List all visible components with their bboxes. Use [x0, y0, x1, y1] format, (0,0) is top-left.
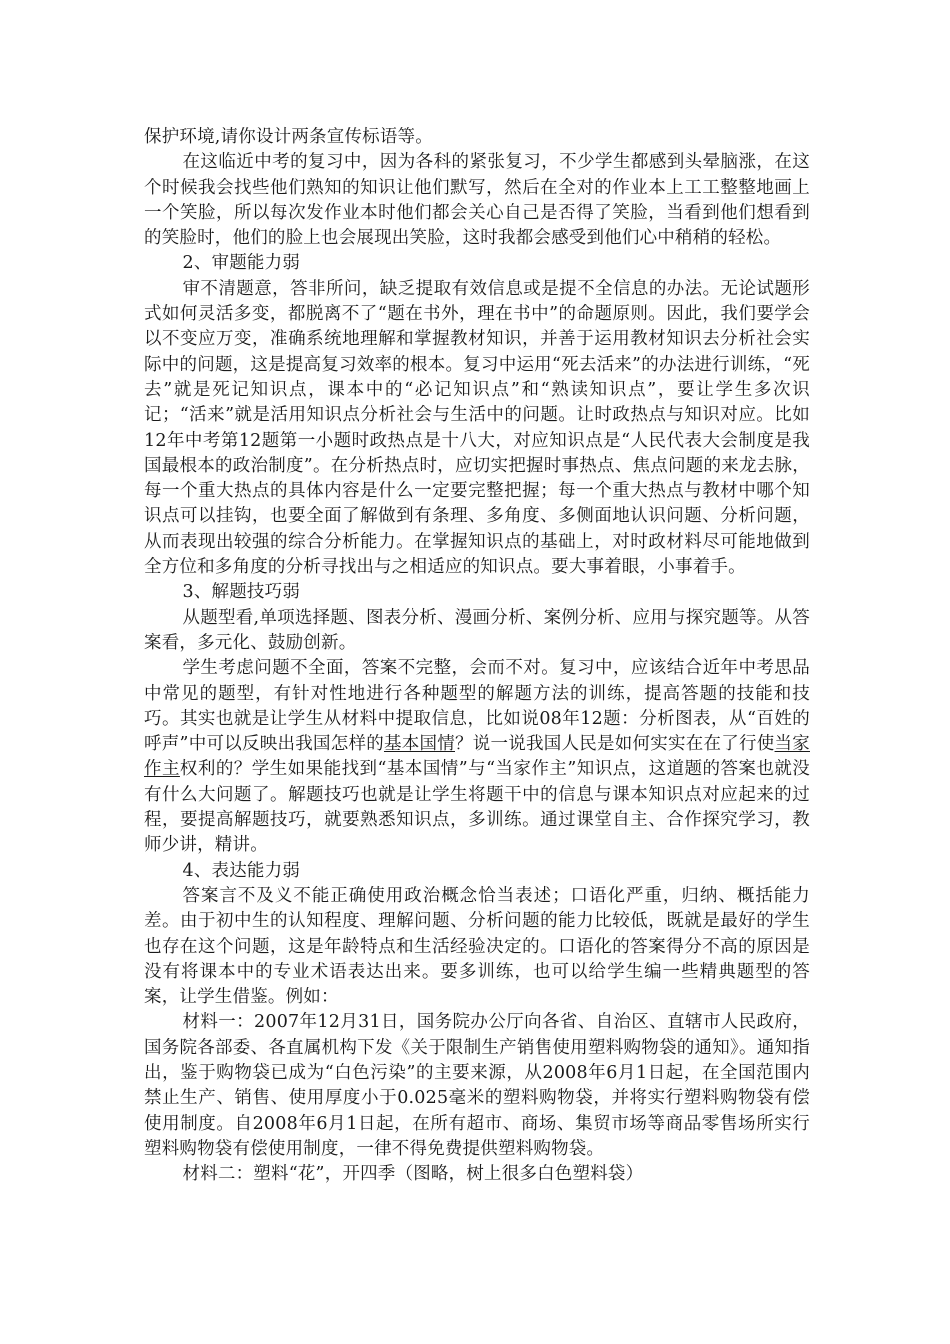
paragraph-solving-skills	[144, 656, 810, 858]
text-segment: ？说一说我国人民是如何实实在在了行使	[455, 734, 775, 755]
heading-solving-skills: 3、解题技巧弱	[182, 582, 301, 603]
paragraph-material-one: 材料一：2007年12月31日，国务院办公厅向各省、自治区、直辖市人民政府，国务院各部委、各直属机构下发《关于限制生产销售使用塑料购物袋的通知》。通知指出，鉴于购物袋已成为“白色污染”的主要来源，从2008年6月1日起，在全国范围内禁止生产、销售、使用厚度小于0.025毫米的塑料购物袋，并将实行塑料购物袋有偿使用制度。自2008年6月1日起，在所有超市、商场、集贸市场等商品零售场所实行塑料购物袋有偿使用制度，一律不得免费提供塑料购物袋。	[144, 1012, 810, 1159]
heading-reading-ability: 2、审题能力弱	[182, 253, 301, 274]
paragraph-smiley-anecdote: 在这临近中考的复习中，因为各科的紧张复习，不少学生都感到头晕脑涨，在这个时候我会找些他们熟知的知识让他们默写，然后在全对的作业本上工工整整地画上一个笑脸，所以每次发作业本时他们都会关心自己是否得了笑脸，当看到他们想看到的笑脸时，他们的脸上也会展现出笑脸，这时我都会感受到他们心中稍稍的轻松。	[144, 152, 810, 249]
paragraph-question-types: 从题型看,单项选择题、图表分析、漫画分析、案例分析、应用与探究题等。从答案看，多元化、鼓励创新。	[144, 607, 810, 653]
text-segment: 权利的？学生如果能找到“基本国情”与“当家作主”知识点，这道题的答案也就没有什么大问题了。解题技巧也就是让学生将题干中的信息与课本知识点对应起来的过程，要提高解题技巧，就要熟悉知识点，多训练。通过课堂自主、合作探究学习，教师少讲，精讲。	[144, 759, 810, 856]
paragraph-expression-ability: 答案言不及义不能正确使用政治概念恰当表述；口语化严重，归纳、概括能力差。由于初中生的认知程度、理解问题、分析问题的能力比较低，既就是最好的学生也存在这个问题，这是年龄特点和生活经验决定的。口语化的答案得分不高的原因是没有将课本中的专业术语表达出来。要多训练，也可以给学生编一些精典题型的答案，让学生借鉴。例如：	[144, 885, 810, 1008]
paragraph-reading-ability: 审不清题意，答非所问，缺乏提取有效信息或是提不全信息的办法。无论试题形式如何灵活多变，都脱离不了“题在书外，理在书中”的命题原则。因此，我们要学会以不变应万变，准确系统地理解和掌握教材知识，并善于运用教材知识去分析社会实际中的问题，这是提高复习效率的根本。复习中运用“死去活来”的办法进行训练，“死去”就是死记知识点，课本中的“必记知识点”和“熟读知识点”，要让学生多次识记；“活来”就是活用知识点分析社会与生活中的问题。让时政热点与知识对应。比如12年中考第12题第一小题时政热点是十八大，对应知识点是“人民代表大会制度是我国最根本的政治制度”。在分析热点时，应切实把握时事热点、焦点问题的来龙去脉，每一个重大热点的具体内容是什么一定要完整把握；每一个重大热点与教材中哪个知识点可以挂钩，也要全面了解做到有条理、多角度、多侧面地认识问题、分析问题，从而表现出较强的综合分析能力。在掌握知识点的基础上，对时政材料尽可能地做到全方位和多角度的分析寻找出与之相适应的知识点。要大事着眼，小事着手。	[144, 278, 810, 578]
paragraph-slogan-task: 保护环境,请你设计两条宣传标语等。	[144, 127, 433, 147]
heading-expression-ability: 4、表达能力弱	[182, 860, 301, 881]
text-segment: 学生考虑问题不全面，答案不完整，会而不对。复习中，应该结合近年中考思品中常见的题型，有针对性地进行各种题型的解题方法的训练，提高答题的技能和技巧。其实也就是让学生从材料中提取信息，比如说08年12题：分析图表，从“百姓的呼声”中可以反映出我国怎样的	[144, 658, 810, 755]
underlined-term-masters-of-country: 当家作主	[144, 734, 810, 780]
underlined-term-basic-national-conditions: 基本国情	[383, 734, 455, 755]
document-body	[144, 125, 810, 1187]
paragraph-material-two: 材料二：塑料“花”，开四季（图略，树上很多白色塑料袋）	[182, 1164, 644, 1185]
